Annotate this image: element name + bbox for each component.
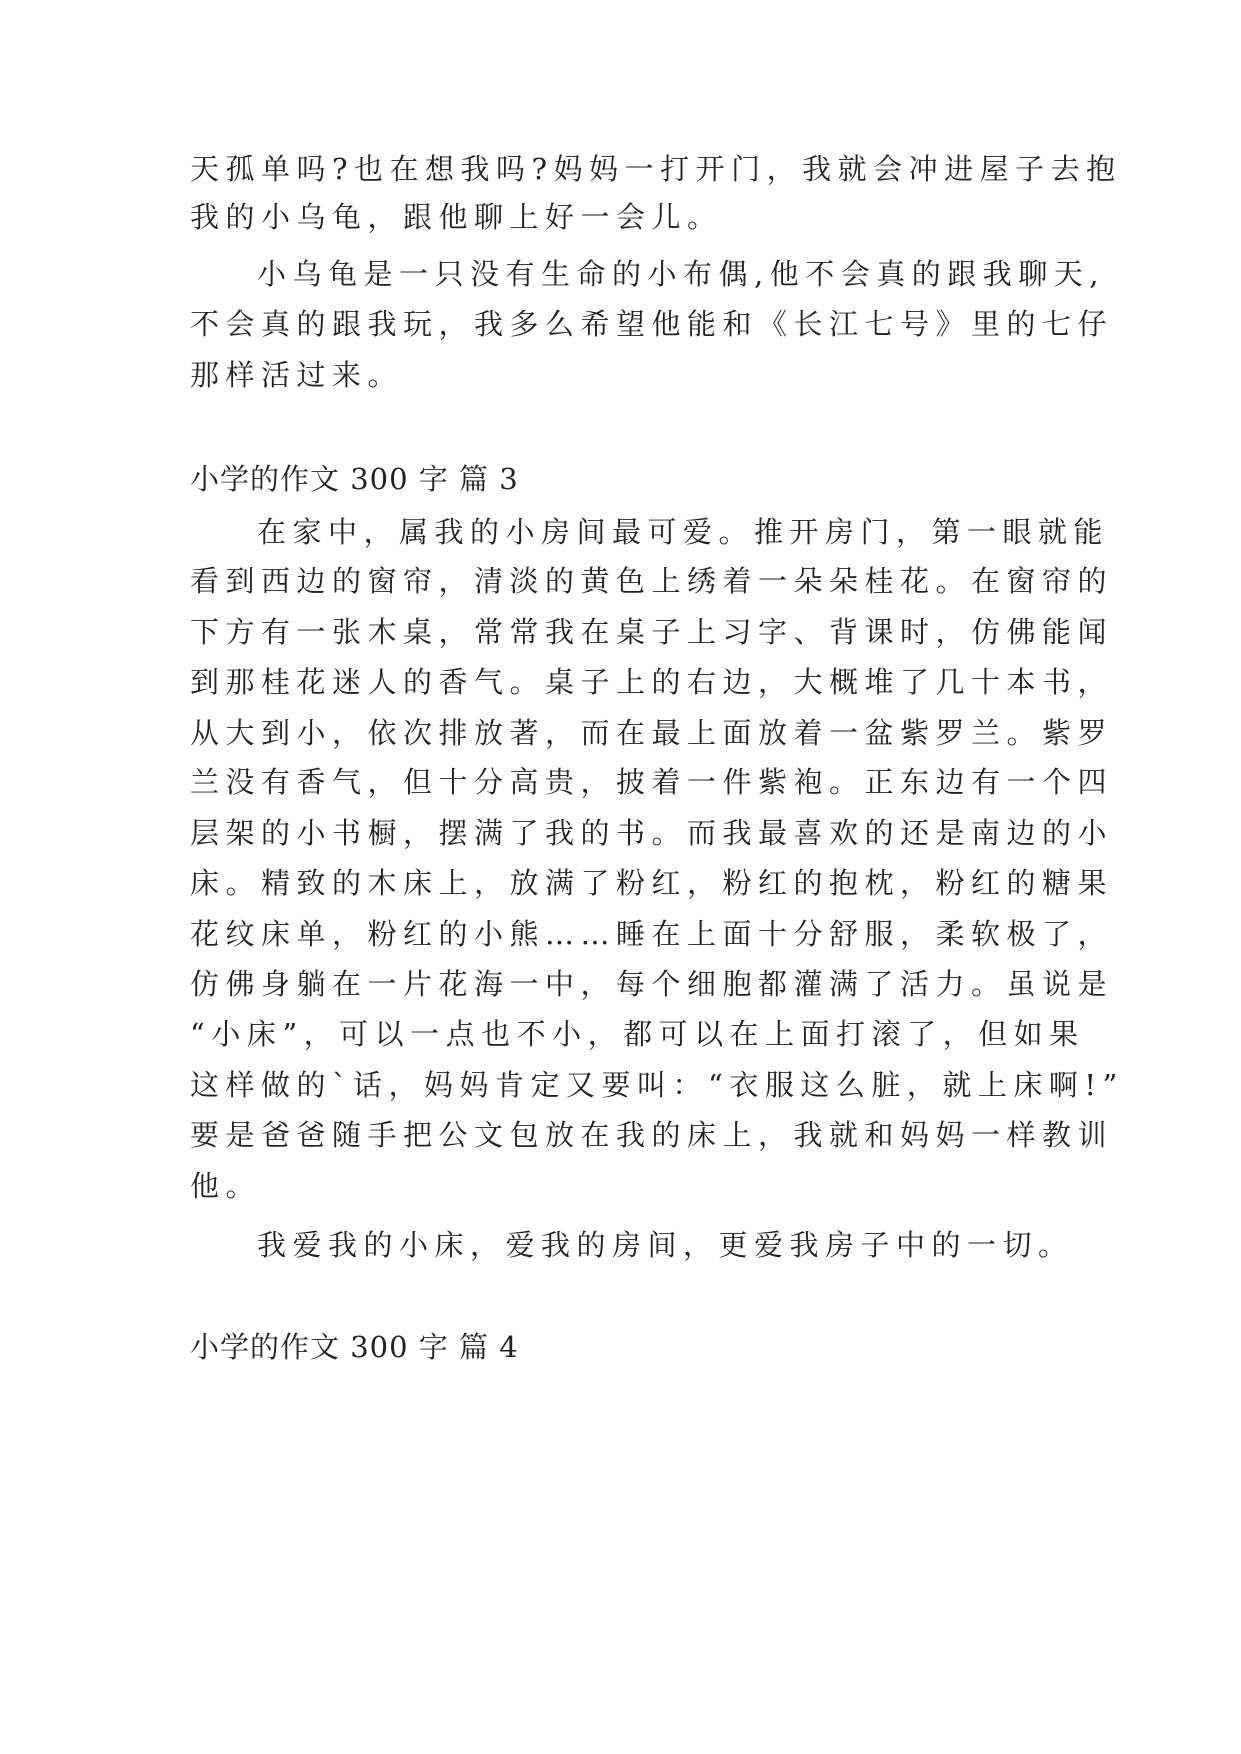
paragraph-line: 小乌龟是一只没有生命的小布偶,他不会真的跟我聊天, xyxy=(257,257,1105,291)
paragraph-line: 在家中，属我的小房间最可爱。推开房门，第一眼就能 xyxy=(257,515,1110,549)
paragraph-line: 兰没有香气，但十分高贵，披着一件紫袍。正东边有一个四 xyxy=(190,765,1114,799)
paragraph-line: 层架的小书橱，摆满了我的书。而我最喜欢的还是南边的小 xyxy=(190,816,1114,850)
paragraph-line: 花纹床单，粉红的小熊……睡在上面十分舒服，柔软极了， xyxy=(190,917,1114,951)
paragraph-line: 这样做的`话，妈妈肯定又要叫：“衣服这么脏，就上床啊!” xyxy=(190,1068,1124,1102)
paragraph-line: 到那桂花迷人的香气。桌子上的右边，大概堆了几十本书， xyxy=(190,665,1114,699)
section-heading: 小学的作文 300 字 篇 3 xyxy=(190,462,519,496)
paragraph-line: 下方有一张木桌，常常我在桌子上习字、背课时，仿佛能闻 xyxy=(190,615,1114,649)
paragraph-line: 他。 xyxy=(190,1169,262,1203)
section-heading: 小学的作文 300 字 篇 4 xyxy=(190,1330,519,1364)
paragraph-line: 那样活过来。 xyxy=(190,358,404,392)
paragraph-line: 不会真的跟我玩，我多么希望他能和《长江七号》里的七仔 xyxy=(190,307,1114,341)
paragraph-line: 从大到小，依次排放著，而在最上面放着一盆紫罗兰。紫罗 xyxy=(190,716,1114,750)
paragraph-line: 我爱我的小床，爱我的房间，更爱我房子中的一切。 xyxy=(257,1228,1074,1262)
paragraph-line: 我的小乌龟，跟他聊上好一会儿。 xyxy=(190,200,723,234)
paragraph-line: 天孤单吗?也在想我吗?妈妈一打开门，我就会冲进屋子去抱 xyxy=(190,152,1122,186)
paragraph-line: “小床”，可以一点也不小，都可以在上面打滚了，但如果 xyxy=(190,1017,1085,1051)
paragraph-line: 仿佛身躺在一片花海一中，每个细胞都灌满了活力。虽说是 xyxy=(190,967,1114,1001)
paragraph-line: 看到西边的窗帘，清淡的黄色上绣着一朵朵桂花。在窗帘的 xyxy=(190,564,1114,598)
paragraph-line: 要是爸爸随手把公文包放在我的床上，我就和妈妈一样教训 xyxy=(190,1118,1114,1152)
paragraph-line: 床。精致的木床上，放满了粉红，粉红的抱枕，粉红的糖果 xyxy=(190,866,1114,900)
